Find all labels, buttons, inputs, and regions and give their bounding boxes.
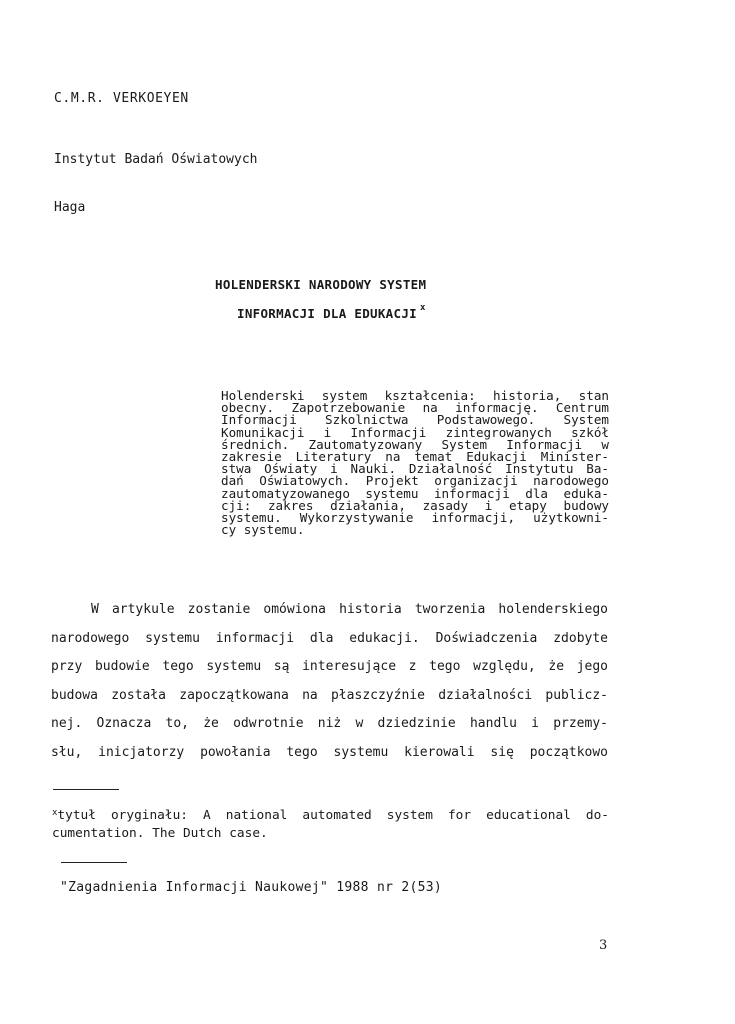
body-line: przy budowie tego systemu są interesujące z tego względu, że jego (51, 659, 608, 675)
abstract-line: zakresie Literatury na temat Edukacji Minister- (221, 448, 609, 464)
abstract-line: średnich. Zautomatyzowany System Informacji w (221, 436, 609, 452)
abstract-line: cy systemu. (221, 522, 305, 538)
journal-citation: "Zagadnienia Informacji Naukowej" 1988 nr 2(53) (60, 880, 442, 895)
abstract-line: obecny. Zapotrzebowanie na informację. Centrum (221, 400, 609, 416)
abstract-line: Komunikacji i Informacji zintegrowanych szkół (221, 424, 609, 440)
body-line: narodowego systemu informacji dla edukacji. Doświadczenia zdobyte (51, 630, 608, 646)
abstract (221, 390, 609, 536)
abstract-line: zautomatyzowanego systemu informacji dla eduka- (221, 485, 609, 501)
abstract-line: Informacji Szkolnictwa Podstawowego. System (221, 412, 609, 428)
body-paragraph (51, 601, 608, 773)
footnote-marker: x (52, 808, 58, 818)
article-title-text: INFORMACJI DLA EDUKACJI (237, 306, 417, 321)
footnote-divider (53, 789, 119, 790)
footnote-line-1 (52, 808, 609, 826)
abstract-line: systemu. Wykorzystywanie informacji, użytkowni- (221, 509, 609, 525)
body-line: budowa została zapoczątkowana na płaszczyźnie działalności publicz- (51, 687, 608, 703)
abstract-line: cji: zakres działania, zasady i etapy budowy (221, 497, 609, 513)
title-footnote-marker: x (420, 303, 426, 313)
author-name: C.M.R. VERKOEYEN (54, 91, 189, 106)
abstract-line: stwa Oświaty i Nauki. Działalność Instytutu Ba- (221, 461, 609, 477)
article-title-line-1: HOLENDERSKI NARODOWY SYSTEM (215, 277, 427, 292)
footnote (52, 808, 609, 841)
author-affiliation (54, 120, 258, 248)
abstract-line: dań Oświatowych. Projekt organizacji narodowego (221, 473, 609, 489)
institution-city: Haga (54, 200, 86, 215)
source-divider (61, 862, 127, 863)
body-line: W artykule zostanie omówiona historia tworzenia holenderskiego (91, 602, 608, 617)
footnote-text: tytuł oryginału: A national automated system for educational do- (57, 808, 609, 823)
footnote-line-2: cumentation. The Dutch case. (52, 825, 268, 841)
article-title-line-2 (237, 303, 426, 321)
page-number: 3 (599, 938, 608, 953)
body-line: nej. Oznacza to, że odwrotnie niż w dziedzinie handlu i przemy- (51, 716, 608, 732)
body-line: słu, inicjatorzy powołania tego systemu kierowali się początkowo (51, 744, 608, 760)
institution-name: Instytut Badań Oświatowych (54, 152, 258, 167)
abstract-line: Holenderski system kształcenia: historia, stan (221, 388, 609, 403)
